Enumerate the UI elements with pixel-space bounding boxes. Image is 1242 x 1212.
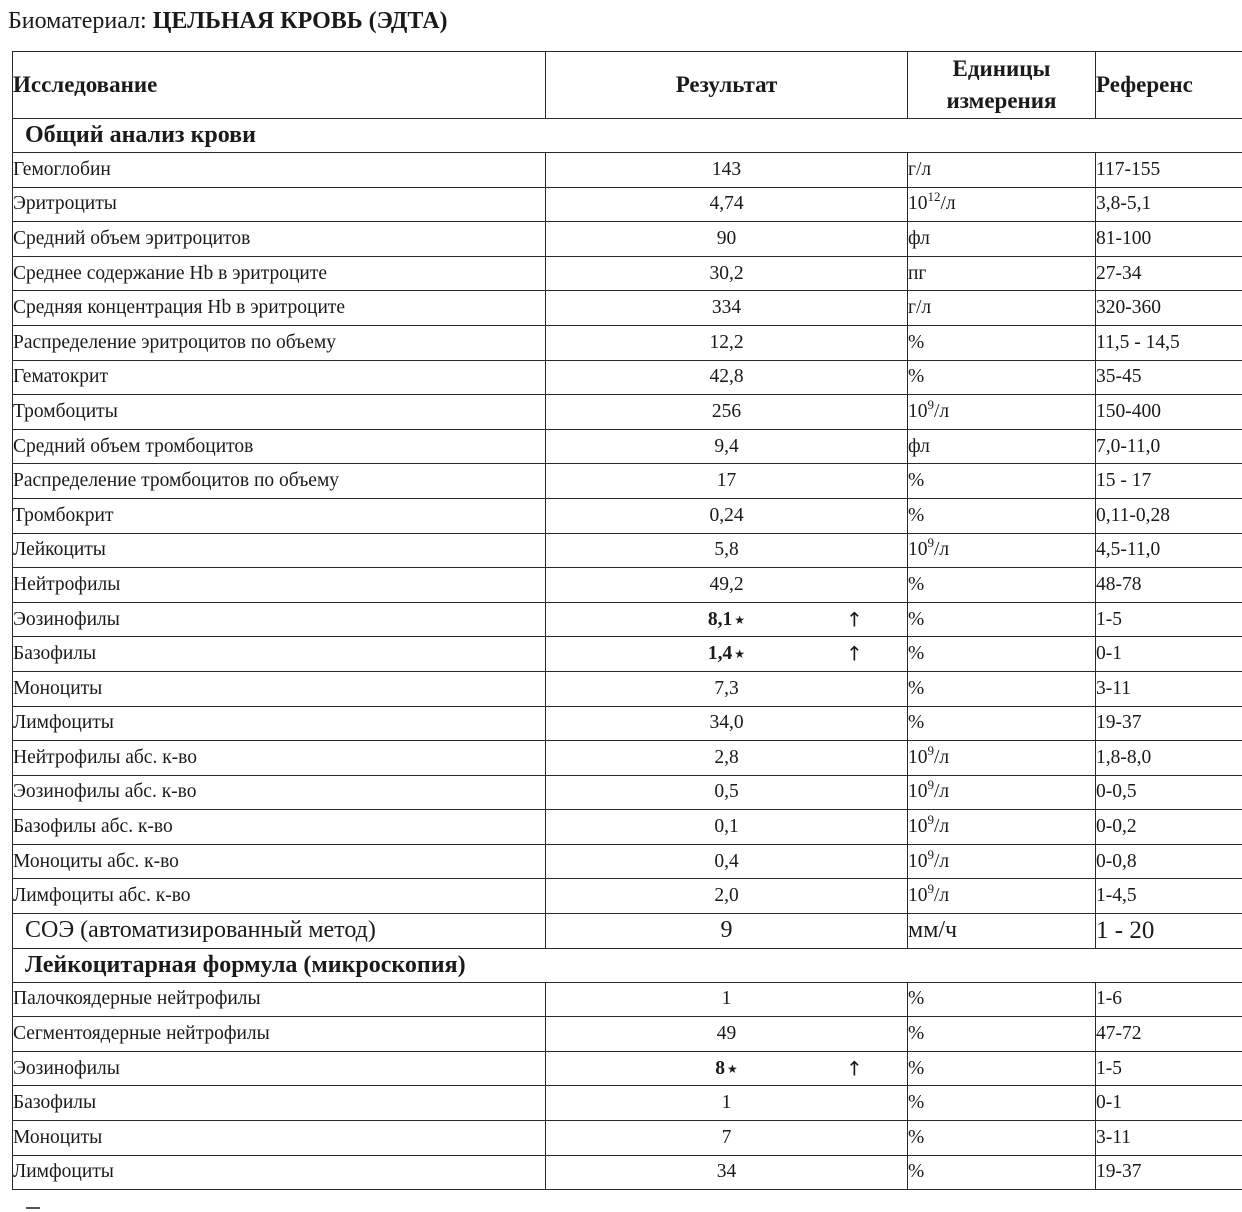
result-cell xyxy=(546,1051,908,1086)
result-value xyxy=(722,1092,732,1114)
result-cell xyxy=(546,533,908,568)
test-name: Базофилы xyxy=(13,637,546,672)
result-value xyxy=(714,436,738,458)
cut-off-next-row xyxy=(12,1204,1242,1212)
reference-range: 1 - 20 xyxy=(1096,914,1242,949)
test-name: Моноциты xyxy=(13,1121,546,1156)
test-name: Лейкоциты xyxy=(13,533,546,568)
section-title: Общий анализ крови xyxy=(13,119,1242,153)
header-result: Результат xyxy=(546,52,908,119)
reference-range: 117-155 xyxy=(1096,153,1242,188)
result-value xyxy=(709,574,743,596)
test-name: Моноциты абс. к-во xyxy=(13,844,546,879)
table-row xyxy=(13,325,1242,360)
table-row xyxy=(13,602,1242,637)
test-name: Средний объем эритроцитов xyxy=(13,222,546,257)
result-value xyxy=(712,297,741,319)
units-base: 10 xyxy=(908,816,928,838)
reference-range: 4,5-11,0 xyxy=(1096,533,1242,568)
result-value xyxy=(717,1161,737,1183)
units-cell xyxy=(908,706,1096,741)
units-base: 10 xyxy=(908,539,928,561)
result-number: 5,8 xyxy=(714,539,739,561)
result-value xyxy=(714,816,738,838)
units-suffix: /л xyxy=(934,816,950,838)
flag-star-icon: ★ xyxy=(726,1061,738,1076)
result-cell xyxy=(546,325,908,360)
test-name: Среднее содержание Hb в эритроците xyxy=(13,256,546,291)
test-name: Тромбоциты xyxy=(13,395,546,430)
reference-range: 0-0,5 xyxy=(1096,775,1242,810)
result-number: 0,5 xyxy=(714,781,739,803)
test-name: Эозинофилы xyxy=(13,1051,546,1086)
units-cell xyxy=(908,1121,1096,1156)
units-base: % xyxy=(908,1057,925,1079)
units-base: 10 xyxy=(908,746,928,768)
reference-range: 0-1 xyxy=(1096,637,1242,672)
units-base: 10 xyxy=(908,781,928,803)
units-cell xyxy=(908,671,1096,706)
result-cell xyxy=(546,741,908,776)
table-row xyxy=(13,775,1242,810)
table-row xyxy=(13,671,1242,706)
units-cell xyxy=(908,982,1096,1017)
test-name: Базофилы абс. к-во xyxy=(13,810,546,845)
test-name: Эритроциты xyxy=(13,187,546,222)
section-header-row xyxy=(13,948,1242,982)
result-number: 9,4 xyxy=(714,435,739,457)
result-cell xyxy=(546,637,908,672)
result-number: 2,8 xyxy=(714,746,739,768)
result-number: 30,2 xyxy=(709,262,744,284)
header-units-line2: измерения xyxy=(946,88,1057,113)
test-name: Сегментоядерные нейтрофилы xyxy=(13,1017,546,1052)
units-cell xyxy=(908,741,1096,776)
table-row xyxy=(13,844,1242,879)
table-row xyxy=(13,291,1242,326)
units-cell xyxy=(908,325,1096,360)
result-cell xyxy=(546,1086,908,1121)
reference-range: 47-72 xyxy=(1096,1017,1242,1052)
units-exponent: 9 xyxy=(927,396,934,412)
units-suffix: /л xyxy=(940,193,956,215)
result-number: 7 xyxy=(721,1126,732,1148)
table-row xyxy=(13,637,1242,672)
table-row xyxy=(13,741,1242,776)
result-number: 334 xyxy=(711,297,742,319)
table-row xyxy=(13,464,1242,499)
result-number: 90 xyxy=(716,227,737,249)
test-name: Средний объем тромбоцитов xyxy=(13,429,546,464)
units-exponent: 9 xyxy=(927,812,934,828)
result-number: 34 xyxy=(716,1161,737,1183)
units-cell xyxy=(908,360,1096,395)
units-exponent: 9 xyxy=(927,742,934,758)
result-value xyxy=(709,332,743,354)
units-cell xyxy=(908,637,1096,672)
table-row xyxy=(13,568,1242,603)
table-row-esr xyxy=(13,914,1242,949)
units-base: пг xyxy=(908,262,927,284)
test-name: Лимфоциты xyxy=(13,706,546,741)
result-value xyxy=(714,885,738,907)
test-name: СОЭ (автоматизированный метод) xyxy=(13,914,546,949)
units-base: % xyxy=(908,988,925,1010)
units-cell xyxy=(908,1155,1096,1190)
reference-range: 0-0,8 xyxy=(1096,844,1242,879)
units-cell xyxy=(908,1017,1096,1052)
units-base: % xyxy=(908,504,925,526)
result-value xyxy=(714,851,738,873)
result-cell xyxy=(546,395,908,430)
result-number: 7,3 xyxy=(714,677,739,699)
result-cell xyxy=(546,810,908,845)
reference-range: 27-34 xyxy=(1096,256,1242,291)
table-row xyxy=(13,1051,1242,1086)
section-header-row xyxy=(13,119,1242,153)
units-base: % xyxy=(908,1023,925,1045)
result-cell xyxy=(546,153,908,188)
units-base: фл xyxy=(908,227,930,249)
reference-range: 3-11 xyxy=(1096,1121,1242,1156)
result-number: 143 xyxy=(711,158,742,180)
result-cell xyxy=(546,1121,908,1156)
result-number: 8 xyxy=(715,1057,725,1079)
test-name: Моноциты xyxy=(13,671,546,706)
result-value xyxy=(722,988,732,1010)
result-value xyxy=(714,781,738,803)
result-cell xyxy=(546,602,908,637)
test-name: Распределение эритроцитов по объему xyxy=(13,325,546,360)
section-title: Лейкоцитарная формула (микроскопия) xyxy=(13,948,1242,982)
up-arrow-icon: ↑ xyxy=(846,1056,863,1081)
result-cell xyxy=(546,187,908,222)
result-cell xyxy=(546,360,908,395)
units-cell xyxy=(908,775,1096,810)
units-base: % xyxy=(908,1126,925,1148)
result-number: 12,2 xyxy=(709,331,744,353)
units-suffix: /л xyxy=(934,400,950,422)
result-cell xyxy=(546,844,908,879)
reference-range: 1-6 xyxy=(1096,982,1242,1017)
result-value xyxy=(714,678,738,700)
units-suffix: /л xyxy=(934,885,950,907)
units-exponent: 12 xyxy=(927,189,941,205)
reference-range: 11,5 - 14,5 xyxy=(1096,325,1242,360)
table-row xyxy=(13,1155,1242,1190)
units-suffix: /л xyxy=(934,539,950,561)
biomaterial-line xyxy=(8,6,448,36)
result-number: 256 xyxy=(711,400,742,422)
test-name: Лимфоциты xyxy=(13,1155,546,1190)
table-body xyxy=(13,119,1242,1190)
result-value xyxy=(708,643,745,665)
result-number: 8,1 xyxy=(707,608,733,630)
result-cell xyxy=(546,429,908,464)
table-row xyxy=(13,810,1242,845)
reference-range: 19-37 xyxy=(1096,1155,1242,1190)
table-row xyxy=(13,498,1242,533)
reference-range: 0,11-0,28 xyxy=(1096,498,1242,533)
result-number: 2,0 xyxy=(714,885,739,907)
units-base: 10 xyxy=(908,885,928,907)
result-value xyxy=(709,505,743,527)
units-exponent: 9 xyxy=(927,881,934,897)
table-row xyxy=(13,1121,1242,1156)
test-name: Гематокрит xyxy=(13,360,546,395)
result-value xyxy=(709,263,743,285)
result-value xyxy=(717,1023,737,1045)
table-row xyxy=(13,395,1242,430)
result-value xyxy=(714,747,738,769)
units-base: г/л xyxy=(908,297,932,319)
result-cell xyxy=(546,982,908,1017)
result-cell xyxy=(546,464,908,499)
result-cell xyxy=(546,498,908,533)
units-base: % xyxy=(908,366,925,388)
units-cell xyxy=(908,568,1096,603)
result-number: 1 xyxy=(721,1092,732,1114)
test-name: Распределение тромбоцитов по объему xyxy=(13,464,546,499)
units-base: % xyxy=(908,1092,925,1114)
flag-star-icon: ★ xyxy=(734,612,746,627)
units-cell xyxy=(908,879,1096,914)
result-number: 49,2 xyxy=(709,573,744,595)
reference-range: 1-5 xyxy=(1096,1051,1242,1086)
units-base: % xyxy=(908,331,925,353)
reference-range: 81-100 xyxy=(1096,222,1242,257)
result-cell xyxy=(546,222,908,257)
result-cell xyxy=(546,568,908,603)
result-value xyxy=(717,228,737,250)
result-number: 34,0 xyxy=(709,712,744,734)
result-number: 1,4 xyxy=(707,643,733,665)
reference-range: 0-0,2 xyxy=(1096,810,1242,845)
up-arrow-icon: ↑ xyxy=(846,641,863,666)
test-name: Лимфоциты абс. к-во xyxy=(13,879,546,914)
reference-range: 3-11 xyxy=(1096,671,1242,706)
result-value xyxy=(712,401,741,423)
table-row xyxy=(13,1086,1242,1121)
result-value xyxy=(708,609,745,631)
units-cell xyxy=(908,533,1096,568)
table-row xyxy=(13,879,1242,914)
result-number: 1 xyxy=(721,988,732,1010)
result-cell xyxy=(546,706,908,741)
result-number: 17 xyxy=(716,470,737,492)
result-cell xyxy=(546,914,908,949)
reference-range: 48-78 xyxy=(1096,568,1242,603)
reference-range: 150-400 xyxy=(1096,395,1242,430)
reference-range: 320-360 xyxy=(1096,291,1242,326)
units-cell xyxy=(908,187,1096,222)
table-row xyxy=(13,222,1242,257)
units-suffix: /л xyxy=(934,781,950,803)
table-row xyxy=(13,256,1242,291)
header-units-line1: Единицы xyxy=(952,56,1051,81)
test-name: Нейтрофилы xyxy=(13,568,546,603)
units-base: 10 xyxy=(908,850,928,872)
units-cell xyxy=(908,222,1096,257)
result-number: 0,24 xyxy=(709,504,744,526)
result-value xyxy=(709,366,743,388)
units-cell xyxy=(908,291,1096,326)
result-cell xyxy=(546,291,908,326)
result-cell xyxy=(546,1017,908,1052)
test-name: Палочкоядерные нейтрофилы xyxy=(13,982,546,1017)
units-suffix: /л xyxy=(934,746,950,768)
units-cell xyxy=(908,395,1096,430)
table-row xyxy=(13,982,1242,1017)
result-number: 4,74 xyxy=(709,193,744,215)
units-base: 10 xyxy=(908,193,928,215)
reference-range: 0-1 xyxy=(1096,1086,1242,1121)
table-row xyxy=(13,153,1242,188)
result-value xyxy=(722,1127,732,1149)
header-reference: Референс xyxy=(1096,52,1242,119)
reference-range: 7,0-11,0 xyxy=(1096,429,1242,464)
reference-range: 15 - 17 xyxy=(1096,464,1242,499)
units-base: г/л xyxy=(908,158,932,180)
test-name: Базофилы xyxy=(13,1086,546,1121)
units-base: % xyxy=(908,1161,925,1183)
test-name: Средняя концентрация Hb в эритроците xyxy=(13,291,546,326)
units-base: % xyxy=(908,470,925,492)
test-name: Тромбокрит xyxy=(13,498,546,533)
up-arrow-icon: ↑ xyxy=(846,607,863,632)
result-cell xyxy=(546,671,908,706)
units-cell xyxy=(908,1051,1096,1086)
units-base: 10 xyxy=(908,400,928,422)
reference-range: 1-5 xyxy=(1096,602,1242,637)
header-test: Исследование xyxy=(13,52,546,119)
result-value xyxy=(714,539,738,561)
result-number: 0,4 xyxy=(714,850,739,872)
result-value xyxy=(709,712,743,734)
result-value: 9 xyxy=(720,917,733,944)
units-base: % xyxy=(908,643,925,665)
units-base: % xyxy=(908,608,925,630)
reference-range: 1-4,5 xyxy=(1096,879,1242,914)
reference-range: 35-45 xyxy=(1096,360,1242,395)
units-exponent: 9 xyxy=(927,846,934,862)
biomaterial-value: ЦЕЛЬНАЯ КРОВЬ (ЭДТА) xyxy=(152,8,448,34)
result-value xyxy=(712,159,741,181)
units-cell xyxy=(908,1086,1096,1121)
result-number: 0,1 xyxy=(714,816,739,838)
units-exponent: 9 xyxy=(927,535,934,551)
table-row xyxy=(13,1017,1242,1052)
units-cell: мм/ч xyxy=(908,914,1096,949)
units-base: фл xyxy=(908,435,930,457)
units-cell xyxy=(908,464,1096,499)
result-cell xyxy=(546,256,908,291)
units-cell xyxy=(908,810,1096,845)
result-value xyxy=(715,1058,738,1080)
units-cell xyxy=(908,498,1096,533)
result-cell xyxy=(546,1155,908,1190)
table-header-row xyxy=(13,52,1242,119)
reference-range: 19-37 xyxy=(1096,706,1242,741)
result-cell xyxy=(546,775,908,810)
flag-star-icon: ★ xyxy=(734,647,746,662)
reference-range: 1,8-8,0 xyxy=(1096,741,1242,776)
test-name: Нейтрофилы абс. к-во xyxy=(13,741,546,776)
test-name: Гемоглобин xyxy=(13,153,546,188)
reference-range: 3,8-5,1 xyxy=(1096,187,1242,222)
units-cell xyxy=(908,844,1096,879)
table-row xyxy=(13,533,1242,568)
units-cell xyxy=(908,153,1096,188)
cut-off-text-fragment xyxy=(26,1207,40,1209)
lab-results-table xyxy=(12,51,1242,1190)
units-cell xyxy=(908,256,1096,291)
result-cell xyxy=(546,879,908,914)
header-units xyxy=(908,52,1096,119)
result-number: 42,8 xyxy=(709,366,744,388)
test-name: Эозинофилы абс. к-во xyxy=(13,775,546,810)
units-cell xyxy=(908,429,1096,464)
table-row xyxy=(13,706,1242,741)
units-exponent: 9 xyxy=(927,777,934,793)
table-row xyxy=(13,187,1242,222)
units-suffix: /л xyxy=(934,850,950,872)
table-row xyxy=(13,360,1242,395)
table-row xyxy=(13,429,1242,464)
units-base: % xyxy=(908,677,925,699)
units-base: % xyxy=(908,712,925,734)
result-number: 49 xyxy=(716,1023,737,1045)
result-value xyxy=(717,470,737,492)
biomaterial-label: Биоматериал: xyxy=(8,8,147,34)
units-cell xyxy=(908,602,1096,637)
result-value xyxy=(709,193,743,215)
test-name: Эозинофилы xyxy=(13,602,546,637)
units-base: % xyxy=(908,573,925,595)
